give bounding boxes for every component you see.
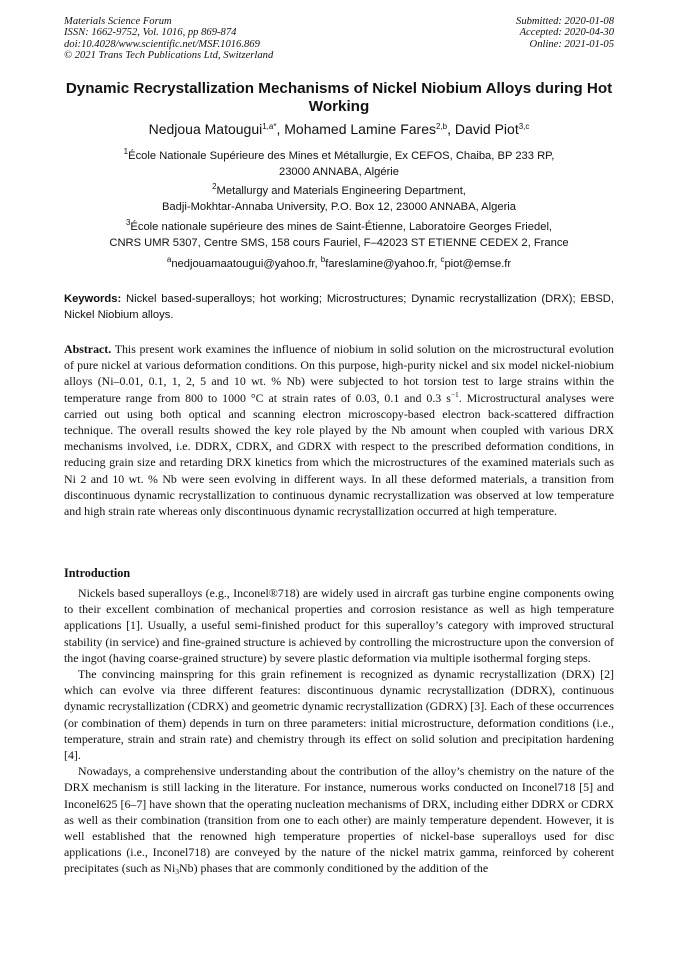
abstract-section (64, 341, 614, 519)
affiliation-line: École nationale supérieure des mines de Saint-Étienne, Laboratoire Georges Friedel, (130, 221, 553, 233)
paragraph-text: Nb) phases that are commonly conditioned by the addition of the (179, 861, 489, 876)
paragraph (64, 763, 614, 876)
submitted-date: Submitted: 2020-01-08 (516, 16, 614, 27)
issn-line: ISSN: 1662-9752, Vol. 1016, pp 869-874 (64, 27, 237, 39)
abstract-superscript: −1 (450, 389, 459, 399)
paragraph: The convincing mainspring for this grain refinement is recognized as dynamic recrystallization (DRX) [2] which can evolve via three different features: discontinuous dynamic recrystallization (DDRX), continuous dynamic recrystallization (CDRX) and geometric dynamic recrystallization (GDRX) [3]. Each of these occurrences (or combination of them) depends in turn on three parameters: initial microstructure, deformation conditions (i.e., temperature, strain and strain rate) and chemistry through its effect on solid solution and precipitation hardening [4]. (64, 667, 614, 763)
email-mark: b (320, 255, 326, 264)
author-emails (40, 256, 638, 272)
subscript: 3 (175, 867, 180, 877)
affiliation-mark: 2 (212, 182, 217, 191)
author-separator: , (447, 121, 455, 137)
introduction-body (64, 585, 614, 877)
publication-dates (516, 16, 614, 50)
email-link[interactable]: piot@emse.fr (444, 258, 512, 270)
affiliation-1 (40, 148, 638, 181)
affiliation-line: Badji-Mokhtar-Annaba University, P.O. Box 12, 23000 ANNABA, Algeria (161, 201, 517, 214)
affiliation-3 (40, 219, 638, 252)
journal-name: Materials Science Forum (64, 16, 172, 27)
affiliation-line: 23000 ANNABA, Algérie (278, 166, 400, 179)
author-affiliation-mark: 1,a* (262, 122, 277, 131)
author-affiliation-mark: 3,c (518, 122, 530, 131)
copyright-line: © 2021 Trans Tech Publications Ltd, Switzerland (64, 50, 274, 62)
abstract-text: . Microstructural analyses were carried out using both optical and scanning electron microscopy-based electron back-scattered diffraction technique. The overall results showed the key role played by the Nb amount when coupled with various DRX mechanisms involved, i.e. DDRX, CDRX, and GDRX with respect to the prescribed deformation conditions, in reducing grain size and retarding DRX kinetics from which the microstructures of the examined materials such as Ni 2 and 10 wt. % Nb were seen evolving in different ways. In all these deformed materials, a transition from discontinuous dynamic recrystallization to continuous dynamic recrystallization was observed at low temperature and high strain rate whereas only discontinuous dynamic recrystallization occurred at high temperature. (64, 390, 614, 519)
author-separator: , (276, 121, 285, 137)
email-link[interactable]: fareslamine@yahoo.fr, (325, 258, 441, 270)
abstract-label: Abstract. (64, 342, 112, 356)
author-name: David Piot (454, 121, 519, 137)
keywords-label: Keywords: (64, 293, 122, 305)
email-link[interactable]: nedjouamaatougui@yahoo.fr, (171, 258, 321, 270)
introduction-heading: Introduction (64, 566, 131, 580)
abstract-text: This present work examines the influence of niobium in solid solution on the microstructural evolution of pure nickel at various deformation conditions. On this purpose, high-purity nickel and six model nickel-niobium alloys (Ni–0.01, 0.1, 1, 2, 5 and 10 wt. % Nb) were subjected to hot torsion test to large strains within the temperature range from 800 to 1000 °C at strain rates of 0.03, 0.1 and 0.3 s (64, 342, 614, 405)
doi-line[interactable]: doi:10.4028/www.scientific.net/MSF.1016.869 (64, 38, 260, 50)
keywords-section (64, 291, 614, 323)
accepted-date: Accepted: 2020-04-30 (519, 27, 614, 39)
affiliation-line: Metallurgy and Materials Engineering Department, (216, 185, 466, 197)
online-date: Online: 2021-01-05 (529, 38, 614, 50)
author-list (40, 121, 638, 137)
email-mark: c (440, 255, 445, 264)
affiliation-mark: 3 (125, 218, 131, 227)
affiliation-2 (40, 183, 638, 216)
journal-info (64, 16, 273, 62)
author-name: Mohamed Lamine Fares (284, 121, 436, 137)
paper-title: Dynamic Recrystallization Mechanisms of Nickel Niobium Alloys during Hot Working (65, 80, 613, 116)
email-mark: a (166, 255, 172, 264)
affiliation-line: CNRS UMR 5307, Centre SMS, 158 cours Fauriel, F–42023 ST ETIENNE CEDEX 2, France (109, 237, 569, 250)
author-name: Nedjoua Matougui (148, 121, 263, 137)
affiliation-line: École Nationale Supérieure des Mines et Métallurgie, Ex CEFOS, Chaiba, BP 233 RP, (128, 150, 555, 162)
keywords-text: Nickel based-superalloys; hot working; Microstructures; Dynamic recrystallization (DRX); EBSD, Nickel Niobium alloys. (64, 293, 614, 321)
paragraph-text: Nowadays, a comprehensive understanding about the contribution of the alloy’s chemistry on the nature of the DRX mechanism is still lacking in the literature. For instance, numerous works conducted on Inconel718 [5] and Inconel625 [6–7] have shown that the operating nucleation mechanisms of DRX, including either DDRX or CDRX as well as their combination (transition from one to each other) are mainly temperature dependent. However, it is well established that the renowned high temperature properties of nickel-base superalloys used for disc applications (i.e., Inconel718) are conveyed by the nature of the nickel matrix gamma, reinforced by coherent precipitates (such as Ni (64, 764, 614, 876)
author-affiliation-mark: 2,b (436, 122, 448, 131)
affiliation-mark: 1 (123, 147, 129, 156)
paragraph: Nickels based superalloys (e.g., Inconel®718) are widely used in aircraft gas turbine engine components owing to their excellent combination of mechanical properties and corrosion resistance as well as high temperature applications [1]. Usually, a useful semi-finished product for this superalloy’s category with improved structural stability (in service) and fine-grained structure is achieved by controlling the microstructure upon the conversion of the ingot (having coarse-grained structure) by severe plastic deformation via multiple isothermal forging steps. (64, 586, 614, 665)
